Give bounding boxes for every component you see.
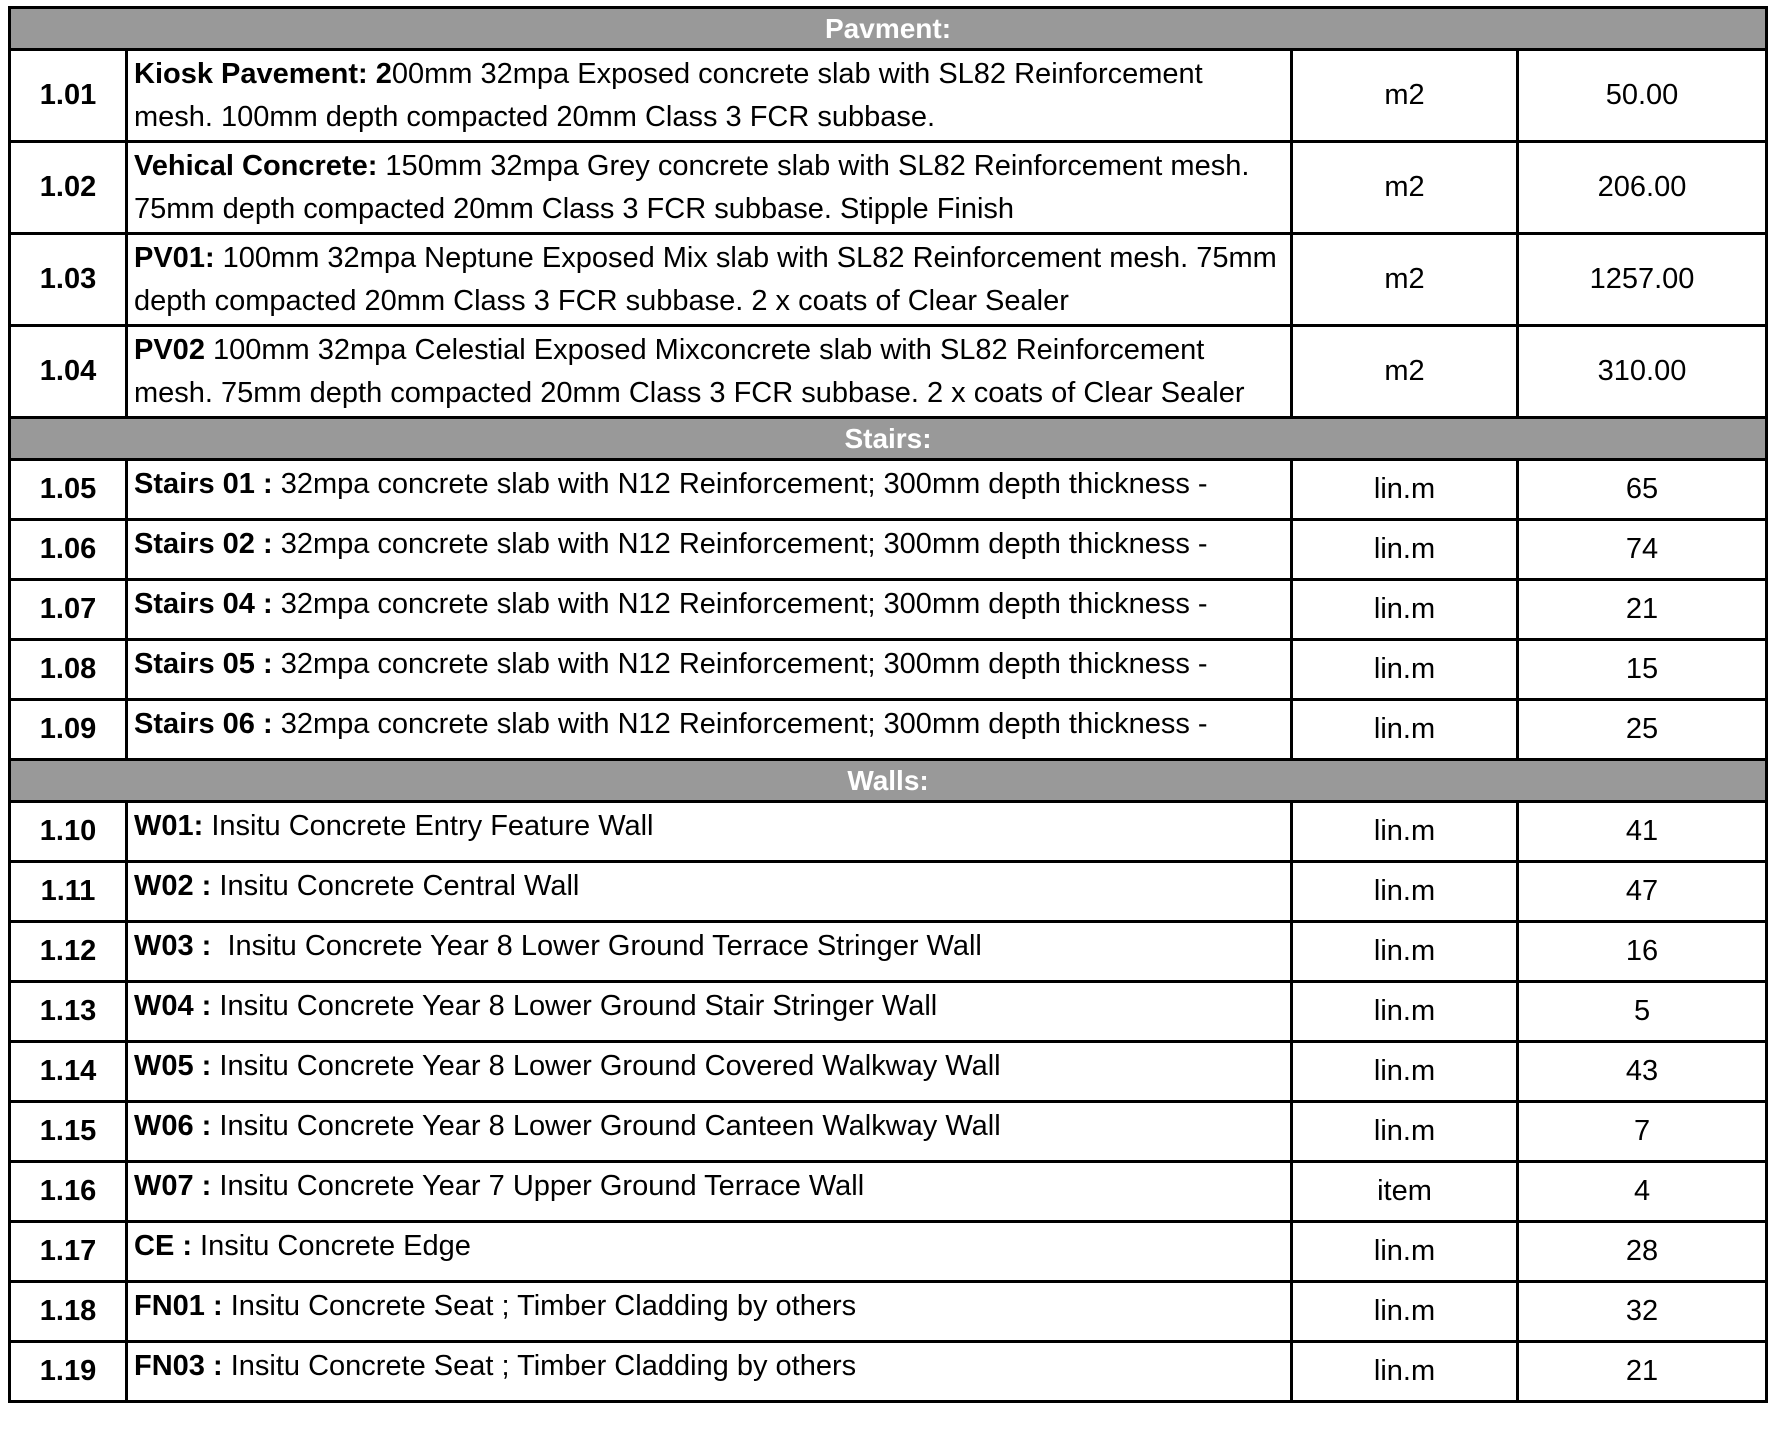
table-row: [10, 1282, 1767, 1342]
item-code: FN03 :: [134, 1350, 223, 1382]
item-quantity: 65: [1518, 460, 1767, 520]
item-unit: lin.m: [1292, 580, 1518, 640]
item-unit: m2: [1292, 50, 1518, 142]
item-description-text: 32mpa concrete slab with N12 Reinforcement; 300mm depth thickness -: [272, 588, 1208, 620]
item-unit: lin.m: [1292, 1222, 1518, 1282]
table-row: [10, 326, 1767, 418]
item-description-text: Insitu Concrete Year 8 Lower Ground Terrace Stringer Wall: [211, 930, 982, 962]
item-quantity: 1257.00: [1518, 234, 1767, 326]
item-number: 1.09: [10, 700, 127, 760]
item-number: 1.03: [10, 234, 127, 326]
item-unit: lin.m: [1292, 1102, 1518, 1162]
item-unit: lin.m: [1292, 700, 1518, 760]
item-description: [127, 234, 1292, 326]
bill-of-quantities-table: [8, 6, 1768, 1403]
item-code: W06 :: [134, 1110, 212, 1142]
item-description: [127, 1102, 1292, 1162]
item-description-text: 100mm 32mpa Celestial Exposed Mixconcrete slab with SL82 Reinforcement mesh. 75mm depth compacted 20mm Class 3 FCR subbase. 2 x coats of Clear Sealer: [134, 334, 1245, 409]
item-description: [127, 862, 1292, 922]
item-code: W04 :: [134, 990, 212, 1022]
table-row: [10, 580, 1767, 640]
item-code: Stairs 06 :: [134, 708, 273, 740]
item-description: [127, 1162, 1292, 1222]
item-description-text: 32mpa concrete slab with N12 Reinforcement; 300mm depth thickness -: [272, 528, 1208, 560]
item-unit: m2: [1292, 234, 1518, 326]
item-number: 1.14: [10, 1042, 127, 1102]
item-number: 1.13: [10, 982, 127, 1042]
table-row: [10, 1162, 1767, 1222]
item-description: [127, 922, 1292, 982]
item-description: [127, 460, 1292, 520]
table-row: [10, 640, 1767, 700]
item-unit: lin.m: [1292, 922, 1518, 982]
table-row: [10, 460, 1767, 520]
item-number: 1.19: [10, 1342, 127, 1402]
item-code: FN01 :: [134, 1290, 223, 1322]
item-number: 1.17: [10, 1222, 127, 1282]
item-code: Stairs 01 :: [134, 468, 273, 500]
item-number: 1.08: [10, 640, 127, 700]
item-code: W07 :: [134, 1170, 212, 1202]
section-title: Pavment:: [10, 8, 1767, 50]
item-description-text: 32mpa concrete slab with N12 Reinforcement; 300mm depth thickness -: [272, 648, 1208, 680]
item-description-text: Insitu Concrete Seat ; Timber Cladding by others: [222, 1290, 857, 1322]
section-header-walls: [10, 760, 1767, 802]
item-description: [127, 1342, 1292, 1402]
item-description-text: Insitu Concrete Year 8 Lower Ground Canteen Walkway Wall: [211, 1110, 1001, 1142]
item-code: Stairs 04 :: [134, 588, 273, 620]
item-description-text: 100mm 32mpa Neptune Exposed Mix slab with SL82 Reinforcement mesh. 75mm depth compacted 20mm Class 3 FCR subbase. 2 x coats of Clear Sealer: [134, 242, 1277, 317]
item-unit: m2: [1292, 326, 1518, 418]
item-quantity: 15: [1518, 640, 1767, 700]
item-quantity: 310.00: [1518, 326, 1767, 418]
item-quantity: 16: [1518, 922, 1767, 982]
item-code: PV02: [134, 334, 205, 366]
item-code: Vehical Concrete:: [134, 150, 378, 182]
table-row: [10, 1342, 1767, 1402]
item-number: 1.06: [10, 520, 127, 580]
table-row: [10, 1222, 1767, 1282]
item-description-text: Insitu Concrete Central Wall: [211, 870, 580, 902]
item-unit: lin.m: [1292, 1342, 1518, 1402]
item-description: [127, 1282, 1292, 1342]
item-code: W01:: [134, 810, 204, 842]
item-quantity: 32: [1518, 1282, 1767, 1342]
item-quantity: 74: [1518, 520, 1767, 580]
table-row: [10, 922, 1767, 982]
item-unit: lin.m: [1292, 982, 1518, 1042]
item-number: 1.04: [10, 326, 127, 418]
item-quantity: 5: [1518, 982, 1767, 1042]
item-unit: item: [1292, 1162, 1518, 1222]
item-number: 1.10: [10, 802, 127, 862]
table-row: [10, 520, 1767, 580]
item-number: 1.16: [10, 1162, 127, 1222]
section-header-pavement: [10, 8, 1767, 50]
item-quantity: 206.00: [1518, 142, 1767, 234]
item-code: Kiosk Pavement: 2: [134, 58, 392, 90]
item-unit: m2: [1292, 142, 1518, 234]
item-description-text: Insitu Concrete Entry Feature Wall: [203, 810, 654, 842]
item-unit: lin.m: [1292, 1282, 1518, 1342]
item-description: [127, 1042, 1292, 1102]
item-quantity: 47: [1518, 862, 1767, 922]
item-description-text: Insitu Concrete Year 8 Lower Ground Stair Stringer Wall: [211, 990, 938, 1022]
item-number: 1.05: [10, 460, 127, 520]
item-code: Stairs 05 :: [134, 648, 273, 680]
item-code: W03 :: [134, 930, 212, 962]
item-description: [127, 50, 1292, 142]
item-quantity: 25: [1518, 700, 1767, 760]
section-title: Walls:: [10, 760, 1767, 802]
table-row: [10, 234, 1767, 326]
item-number: 1.11: [10, 862, 127, 922]
item-quantity: 21: [1518, 580, 1767, 640]
item-description-text: Insitu Concrete Year 8 Lower Ground Covered Walkway Wall: [211, 1050, 1001, 1082]
item-description-text: Insitu Concrete Year 7 Upper Ground Terrace Wall: [211, 1170, 865, 1202]
item-description: [127, 700, 1292, 760]
table-row: [10, 1102, 1767, 1162]
item-number: 1.18: [10, 1282, 127, 1342]
item-number: 1.01: [10, 50, 127, 142]
item-description-text: 32mpa concrete slab with N12 Reinforcement; 300mm depth thickness -: [272, 708, 1208, 740]
item-description-text: Insitu Concrete Edge: [192, 1230, 471, 1262]
item-unit: lin.m: [1292, 862, 1518, 922]
item-description: [127, 326, 1292, 418]
table-row: [10, 982, 1767, 1042]
item-description: [127, 520, 1292, 580]
table-row: [10, 142, 1767, 234]
item-unit: lin.m: [1292, 802, 1518, 862]
item-unit: lin.m: [1292, 460, 1518, 520]
item-code: W05 :: [134, 1050, 212, 1082]
table-row: [10, 862, 1767, 922]
item-code: PV01:: [134, 242, 215, 274]
item-number: 1.07: [10, 580, 127, 640]
item-unit: lin.m: [1292, 640, 1518, 700]
item-description-text: 32mpa concrete slab with N12 Reinforcement; 300mm depth thickness -: [272, 468, 1208, 500]
item-description: [127, 1222, 1292, 1282]
item-quantity: 7: [1518, 1102, 1767, 1162]
item-description: [127, 580, 1292, 640]
item-code: Stairs 02 :: [134, 528, 273, 560]
section-header-stairs: [10, 418, 1767, 460]
item-description-text: 00mm 32mpa Exposed concrete slab with SL82 Reinforcement mesh. 100mm depth compacted 20mm Class 3 FCR subbase.: [134, 58, 1203, 133]
item-quantity: 4: [1518, 1162, 1767, 1222]
item-quantity: 41: [1518, 802, 1767, 862]
table-row: [10, 50, 1767, 142]
item-number: 1.02: [10, 142, 127, 234]
table-row: [10, 1042, 1767, 1102]
item-quantity: 50.00: [1518, 50, 1767, 142]
item-unit: lin.m: [1292, 520, 1518, 580]
item-quantity: 21: [1518, 1342, 1767, 1402]
item-quantity: 43: [1518, 1042, 1767, 1102]
item-number: 1.12: [10, 922, 127, 982]
item-unit: lin.m: [1292, 1042, 1518, 1102]
item-quantity: 28: [1518, 1222, 1767, 1282]
item-description: [127, 802, 1292, 862]
section-title: Stairs:: [10, 418, 1767, 460]
item-code: CE :: [134, 1230, 192, 1262]
item-description: [127, 640, 1292, 700]
item-number: 1.15: [10, 1102, 127, 1162]
item-description: [127, 982, 1292, 1042]
table-row: [10, 802, 1767, 862]
item-description-text: Insitu Concrete Seat ; Timber Cladding by others: [222, 1350, 857, 1382]
table-row: [10, 700, 1767, 760]
item-code: W02 :: [134, 870, 212, 902]
item-description-text: 150mm 32mpa Grey concrete slab with SL82 Reinforcement mesh. 75mm depth compacted 20mm Class 3 FCR subbase. Stipple Finish: [134, 150, 1250, 225]
item-description: [127, 142, 1292, 234]
